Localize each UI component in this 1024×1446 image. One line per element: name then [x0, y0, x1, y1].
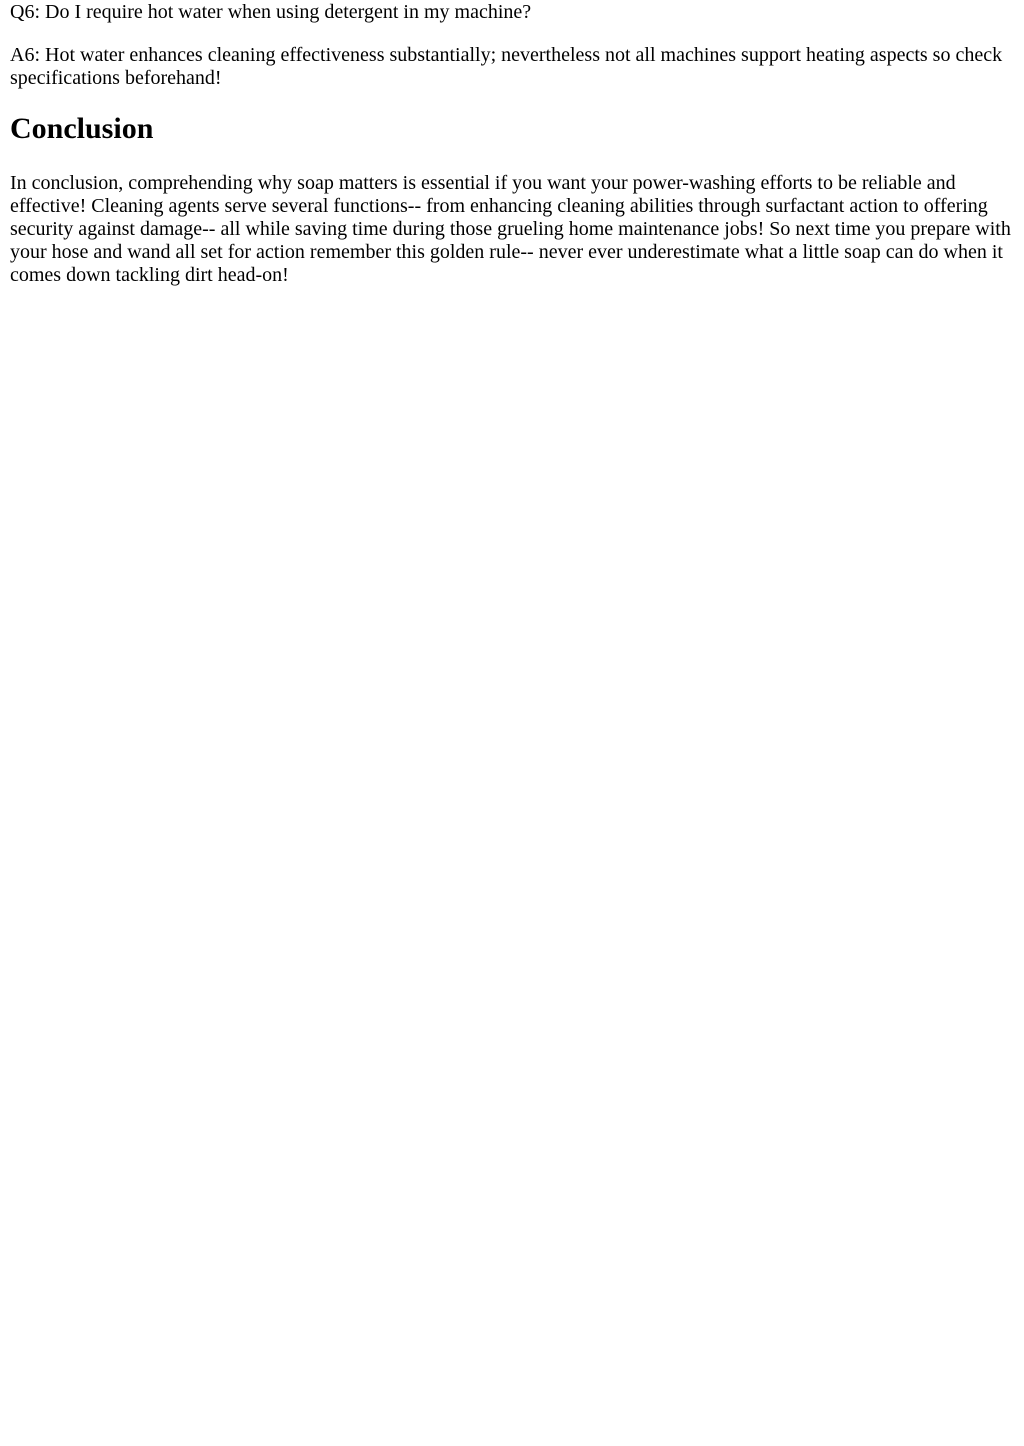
article-content — [0, 0, 1024, 287]
faq-answer-6: A6: Hot water enhances cleaning effectiveness substantially; nevertheless not all machines support heating aspects so check specifications beforehand! — [10, 44, 1003, 89]
faq-question-6: Q6: Do I require hot water when using detergent in my machine? — [10, 1, 532, 23]
conclusion-paragraph: In conclusion, comprehending why soap matters is essential if you want your power-washing efforts to be reliable and effective! Cleaning agents serve several functions-- from enhancing cleaning abilities through surfactant action to offering security against damage-- all while saving time during those grueling home maintenance jobs! So next time you prepare with your hose and wand all set for action remember this golden rule-- never ever underestimate what a little soap can do when it comes down tackling dirt head-on! — [10, 172, 1011, 286]
conclusion-heading: Conclusion — [10, 112, 154, 145]
